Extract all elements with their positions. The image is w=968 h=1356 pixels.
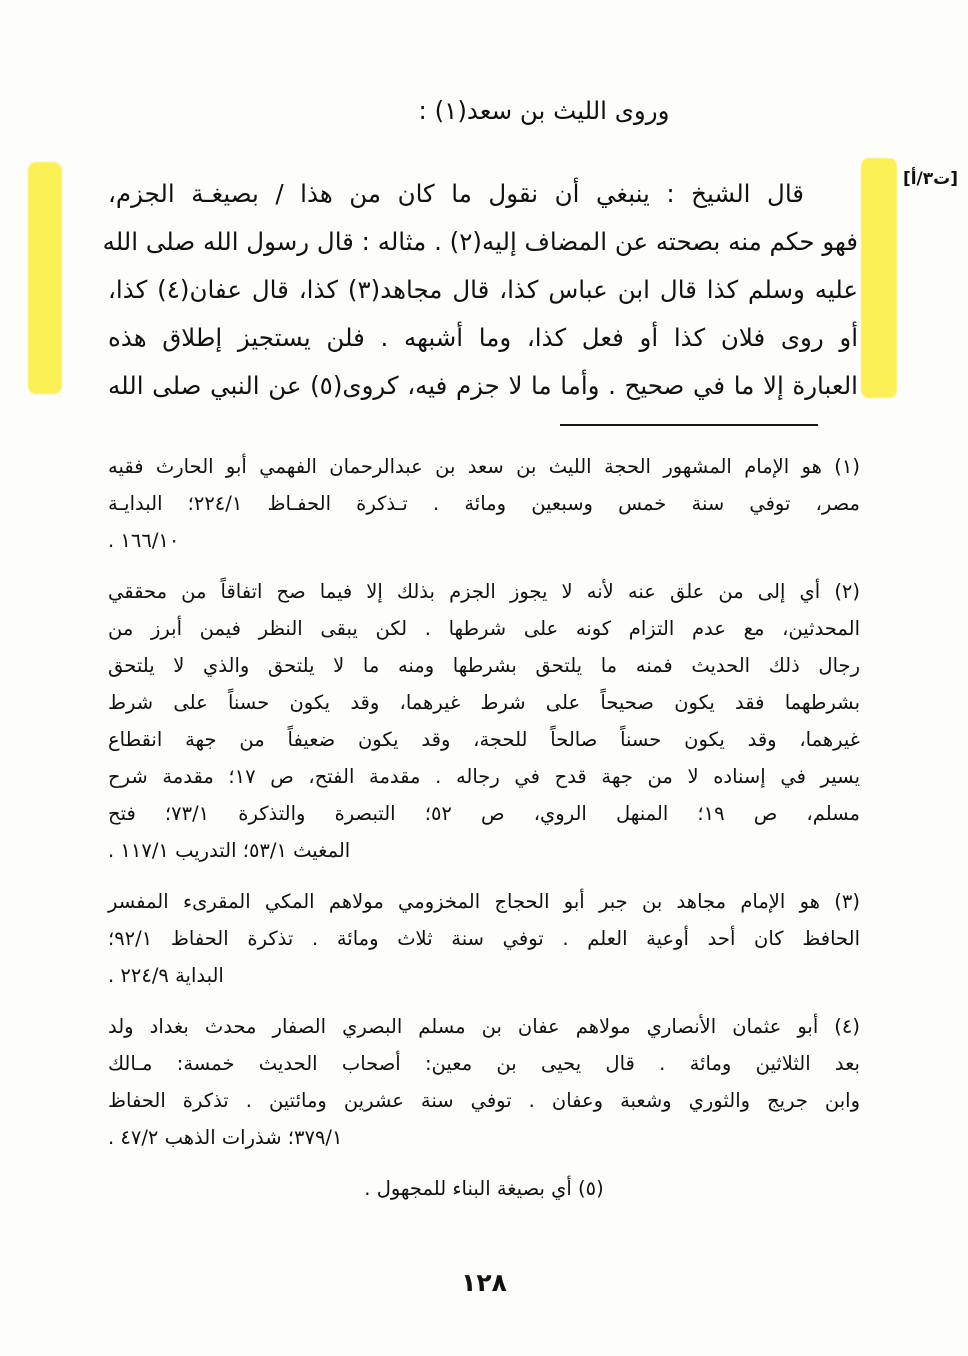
footnote-text: هو الإمام مجاهد بن جبر أبو الحجاج المخزومي مولاهم المكي المقرىء المفسر xyxy=(108,890,820,913)
footnote-line: وابن جريج والثوري وشعبة وعفان . توفي سنة عشرين ومائتين . تذكرة الحفاظ xyxy=(108,1089,860,1112)
footnote-line: بعد الثلاثين ومائة . قال يحيى بن معين: أصحاب الحديث خمسة: مـالك xyxy=(108,1052,860,1075)
footnote-line: رجال ذلك الحديث فمنه ما يلتحق بشرطها ومنه ما لا يلتحق والذي لا يلتحق xyxy=(108,654,860,677)
footnote-separator-rule xyxy=(560,424,818,426)
main-paragraph xyxy=(102,170,860,410)
footnote-line: البداية ٢٢٤/٩ . xyxy=(108,964,224,987)
paragraph-line: عليه وسلم كذا قال ابن عباس كذا، قال مجاهد(٣) كذا، قال عفان(٤) كذا، xyxy=(108,275,859,304)
footnote-line: المحدثين، مع عدم التزام كونه على شرطها . لكن يبقى النظر فيمن أبرز من xyxy=(108,617,860,640)
footnote-item xyxy=(108,448,860,559)
footnote-line: مسلم، ص ١٩؛ المنهل الروي، ص ٥٢؛ التبصرة والتذكرة ٧٣/١؛ فتح xyxy=(108,802,860,825)
footnote-line: يسير في إسناده لا من جهة قدح في رجاله . مقدمة الفتح، ص ١٧؛ مقدمة شرح xyxy=(108,765,860,788)
footnote-line: ٣٧٩/١؛ شذرات الذهب ٤٧/٢ . xyxy=(108,1126,343,1149)
footnote-item xyxy=(108,573,860,869)
paragraph-line: فهو حكم منه بصحته عن المضاف إليه(٢) . مثاله : قال رسول الله صلى الله xyxy=(102,227,858,256)
footnote-line xyxy=(108,1170,860,1207)
footnote-line xyxy=(108,883,860,920)
footnote-text: هو الإمام المشهور الحجة الليث بن سعد بن عبدالرحمان الفهمي أبو الحارث فقيه xyxy=(108,455,822,478)
footnote-text: أي بصيغة البناء للمجهول . xyxy=(364,1177,572,1200)
footnote-marker: (٥) xyxy=(577,1177,604,1200)
footnote-item xyxy=(108,1170,860,1207)
page-number: ١٢٨ xyxy=(461,1268,507,1297)
footnote-item xyxy=(108,1008,860,1156)
footnote-line: الحافظ كان أحد أوعية العلم . توفي سنة ثلاث ومائة . تذكرة الحفاظ ٩٢/١؛ xyxy=(108,927,860,950)
footnote-item xyxy=(108,883,860,994)
footnote-line: ١٦٦/١٠ . xyxy=(108,529,180,552)
footnote-marker: (٢) xyxy=(834,580,861,603)
footnote-line: مصر، توفي سنة خمس وسبعين ومائة . تـذكرة الحفـاظ ٢٢٤/١؛ البدايـة xyxy=(108,492,860,515)
footnote-line: غيرهما، وقد يكون حسناً صالحاً للحجة، وقد يكون ضعيفاً من جهة انقطاع xyxy=(108,728,860,751)
highlighter-mark-left xyxy=(28,162,62,394)
footnote-line: بشرطهما فقد يكون صحيحاً على شرط غيرهما، وقد يكون حسناً على شرط xyxy=(108,691,860,714)
paragraph-line: العبارة إلا ما في صحيح . وأما ما لا جزم فيه، كروى(٥) عن النبي صلى الله xyxy=(108,371,858,400)
folio-marker: [ت٣/أ] xyxy=(902,169,958,189)
footnote-text: أي إلى من علق عنه لأنه لا يجوز الجزم بذلك إلا فيما صح اتفاقاً من محققي xyxy=(108,580,821,603)
highlighter-mark-right xyxy=(861,158,897,398)
footnote-text: أبو عثمان الأنصاري مولاهم عفان بن مسلم البصري الصفار محدث بغداد ولد xyxy=(108,1015,819,1038)
footnote-line xyxy=(108,1008,860,1045)
body-text-block xyxy=(102,88,860,410)
footnote-marker: (١) xyxy=(834,455,860,478)
footnote-line xyxy=(108,573,860,610)
footnote-marker: (٣) xyxy=(834,890,860,913)
lead-line: وروى الليث بن سعد(١) : xyxy=(418,96,670,125)
footnote-line xyxy=(108,448,860,485)
paragraph-line: قال الشيخ : ينبغي أن نقول ما كان من هذا / بصيغـة الجزم، xyxy=(108,179,804,208)
paragraph-line: أو روى فلان كذا أو فعل كذا، وما أشبهه . فلن يستجيز إطلاق هذه xyxy=(108,323,858,352)
footnote-line: المغيث ٥٣/١؛ التدريب ١١٧/١ . xyxy=(108,839,351,862)
footnote-marker: (٤) xyxy=(834,1015,860,1038)
footnotes-section xyxy=(108,448,860,1221)
